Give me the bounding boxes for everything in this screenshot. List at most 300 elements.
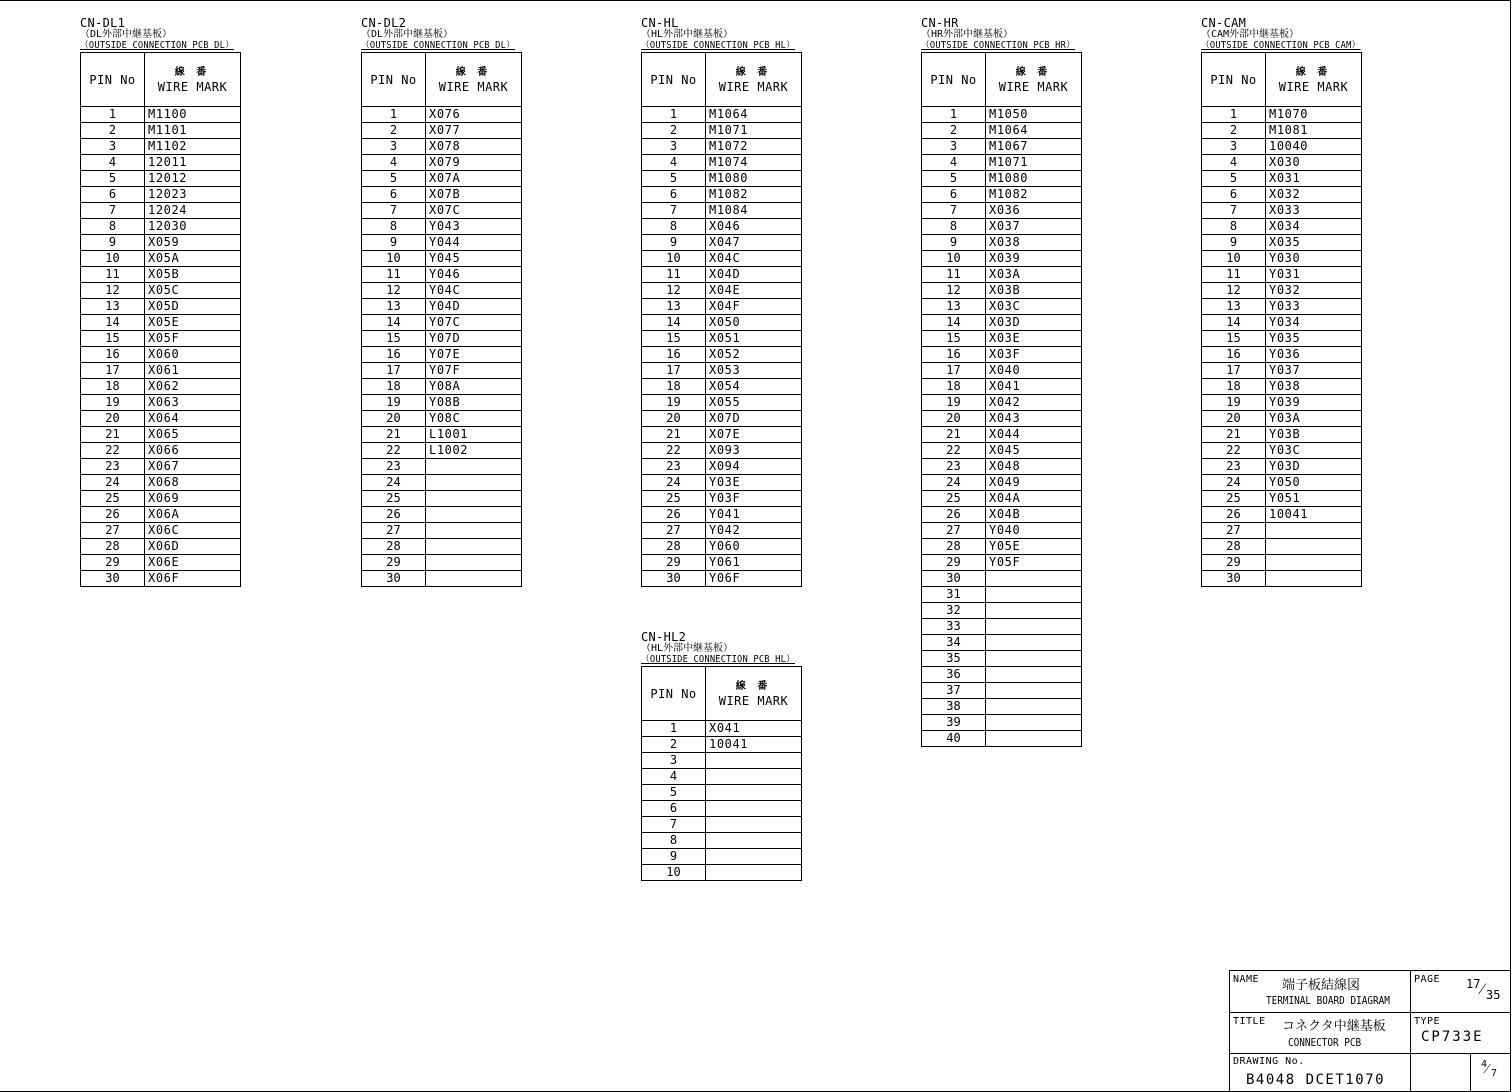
connector-id: CN-DL1 — [80, 16, 126, 30]
wire-mark: Y04D — [426, 299, 522, 315]
wire-mark: X03E — [986, 331, 1082, 347]
table-row — [1202, 491, 1362, 507]
wire-mark — [986, 715, 1082, 731]
table-row — [1202, 475, 1362, 491]
wire-mark-header — [706, 53, 802, 107]
blank-cell — [1411, 1054, 1471, 1092]
wire-mark: Y08C — [426, 411, 522, 427]
table-row — [642, 539, 802, 555]
wire-mark: X033 — [1266, 203, 1362, 219]
table-row — [1202, 139, 1362, 155]
pin-number: 15 — [922, 331, 986, 347]
table-row — [642, 187, 802, 203]
table-row — [922, 427, 1082, 443]
wire-mark: X053 — [706, 363, 802, 379]
pin-number: 5 — [922, 171, 986, 187]
wire-mark: 12023 — [145, 187, 241, 203]
wire-mark-en: WIRE MARK — [1278, 79, 1349, 94]
table-row — [642, 475, 802, 491]
table-row — [81, 523, 241, 539]
wire-mark-en: WIRE MARK — [438, 79, 509, 94]
page-total: 35 — [1486, 988, 1501, 1002]
table-row — [1202, 539, 1362, 555]
wire-mark: X051 — [706, 331, 802, 347]
wire-mark: Y03E — [706, 475, 802, 491]
pin-number: 19 — [1202, 395, 1266, 411]
wire-mark: X042 — [986, 395, 1082, 411]
table-row — [81, 123, 241, 139]
wire-mark: Y040 — [986, 523, 1082, 539]
pin-number: 5 — [1202, 171, 1266, 187]
page-number: 17 — [1466, 977, 1481, 991]
wire-mark: M1101 — [145, 123, 241, 139]
wire-mark — [426, 555, 522, 571]
wire-mark: X036 — [986, 203, 1082, 219]
pin-number: 4 — [81, 155, 145, 171]
pin-number: 11 — [362, 267, 426, 283]
pin-number: 13 — [642, 299, 706, 315]
table-row — [362, 331, 522, 347]
pin-number: 29 — [81, 555, 145, 571]
pin-number: 16 — [922, 347, 986, 363]
pin-number: 3 — [642, 753, 706, 769]
pin-number: 18 — [642, 379, 706, 395]
table-row — [1202, 267, 1362, 283]
wire-mark: Y08B — [426, 395, 522, 411]
wire-mark — [706, 753, 802, 769]
pin-number: 2 — [642, 737, 706, 753]
pin-number: 23 — [642, 459, 706, 475]
table-row — [362, 539, 522, 555]
table-row — [922, 699, 1082, 715]
wire-mark: M1081 — [1266, 123, 1362, 139]
pin-number: 5 — [642, 785, 706, 801]
wire-mark: Y038 — [1266, 379, 1362, 395]
pin-table-header — [642, 53, 802, 107]
table-row — [922, 475, 1082, 491]
pin-number: 24 — [1202, 475, 1266, 491]
table-row — [922, 267, 1082, 283]
table-row — [642, 251, 802, 267]
pin-number: 7 — [922, 203, 986, 219]
wire-mark: X03A — [986, 267, 1082, 283]
table-row — [922, 411, 1082, 427]
table-row — [642, 235, 802, 251]
connector-id: CN-DL2 — [361, 16, 407, 30]
pin-table-header — [642, 667, 802, 721]
table-row — [81, 251, 241, 267]
wire-mark — [706, 817, 802, 833]
pin-number: 17 — [1202, 363, 1266, 379]
wire-mark: M1080 — [706, 171, 802, 187]
pin-number: 22 — [1202, 443, 1266, 459]
pin-number: 16 — [642, 347, 706, 363]
pin-number: 16 — [81, 347, 145, 363]
wire-mark: Y051 — [1266, 491, 1362, 507]
pin-no-header: PIN No — [1202, 53, 1266, 107]
pin-number: 13 — [362, 299, 426, 315]
pin-number: 10 — [922, 251, 986, 267]
pin-number: 9 — [642, 849, 706, 865]
connector-jp-name: （HR外部中継基板） — [921, 29, 1014, 40]
pin-number: 1 — [922, 107, 986, 123]
wire-mark: Y050 — [1266, 475, 1362, 491]
pin-number: 32 — [922, 603, 986, 619]
pin-number: 22 — [81, 443, 145, 459]
wire-mark: X061 — [145, 363, 241, 379]
table-row — [922, 523, 1082, 539]
wire-mark-jp: 線 番 — [735, 66, 772, 78]
table-row — [642, 571, 802, 587]
sheet-slash: ⁄ — [1486, 1061, 1489, 1077]
pin-number: 24 — [642, 475, 706, 491]
table-row — [642, 443, 802, 459]
wire-mark: M1102 — [145, 139, 241, 155]
wire-mark-jp: 線 番 — [1295, 66, 1332, 78]
wire-mark: X07C — [426, 203, 522, 219]
wire-mark: X079 — [426, 155, 522, 171]
pin-number: 11 — [1202, 267, 1266, 283]
pin-number: 21 — [81, 427, 145, 443]
table-row — [1202, 443, 1362, 459]
pin-number: 24 — [362, 475, 426, 491]
pin-number: 28 — [1202, 539, 1266, 555]
table-row — [922, 651, 1082, 667]
table-row — [1202, 203, 1362, 219]
table-row — [642, 107, 802, 123]
table-row — [922, 715, 1082, 731]
wire-mark: X032 — [1266, 187, 1362, 203]
wire-mark — [426, 491, 522, 507]
table-row — [362, 315, 522, 331]
connector-jp-name: （DL外部中継基板） — [361, 29, 454, 40]
connector-jp-name: （HL外部中継基板） — [641, 643, 734, 654]
wire-mark: X05F — [145, 331, 241, 347]
table-row — [1202, 187, 1362, 203]
pin-number: 21 — [362, 427, 426, 443]
table-row — [922, 587, 1082, 603]
table-row — [642, 427, 802, 443]
pin-number: 9 — [922, 235, 986, 251]
table-row — [642, 865, 802, 881]
wire-mark: X030 — [1266, 155, 1362, 171]
table-row — [81, 139, 241, 155]
wire-mark: M1082 — [706, 187, 802, 203]
table-row — [922, 155, 1082, 171]
name-jp: 端子板結線図 — [1282, 978, 1361, 993]
drawing-number: B4048 DCET1070 — [1246, 1072, 1386, 1088]
connector-en-name: （OUTSIDE CONNECTION PCB HL） — [641, 654, 795, 665]
page-slash: ⁄ — [1481, 979, 1484, 998]
pin-number: 21 — [922, 427, 986, 443]
sheet-number: 4 — [1481, 1059, 1488, 1070]
table-row — [1202, 571, 1362, 587]
pin-number: 14 — [81, 315, 145, 331]
wire-mark — [986, 731, 1082, 747]
table-row — [922, 315, 1082, 331]
table-row — [362, 443, 522, 459]
table-row — [922, 123, 1082, 139]
connector-jp-name: （CAM外部中継基板） — [1201, 29, 1300, 40]
table-row — [362, 427, 522, 443]
table-row — [362, 187, 522, 203]
table-row — [1202, 459, 1362, 475]
pin-number: 24 — [922, 475, 986, 491]
pin-number: 1 — [642, 721, 706, 737]
connector-block-cn-hl2 — [641, 631, 808, 881]
wire-mark-jp: 線 番 — [735, 680, 772, 692]
pin-table — [641, 52, 802, 587]
pin-number: 23 — [1202, 459, 1266, 475]
wire-mark-en: WIRE MARK — [157, 79, 228, 94]
drawing-label: DRAWING No. — [1233, 1056, 1305, 1067]
pin-number: 14 — [922, 315, 986, 331]
pin-number: 15 — [1202, 331, 1266, 347]
type-value: CP733E — [1421, 1029, 1484, 1045]
wire-mark: Y07C — [426, 315, 522, 331]
pin-number: 5 — [362, 171, 426, 187]
table-row — [922, 363, 1082, 379]
wire-mark: X076 — [426, 107, 522, 123]
pin-number: 5 — [642, 171, 706, 187]
table-row — [362, 219, 522, 235]
table-row — [922, 139, 1082, 155]
pin-table — [641, 666, 802, 881]
wire-mark — [426, 459, 522, 475]
wire-mark — [426, 571, 522, 587]
pin-number: 25 — [642, 491, 706, 507]
wire-mark: Y060 — [706, 539, 802, 555]
table-row — [642, 347, 802, 363]
wire-mark: X04B — [986, 507, 1082, 523]
pin-number: 1 — [1202, 107, 1266, 123]
table-row — [642, 769, 802, 785]
wire-mark: X06F — [145, 571, 241, 587]
title-cell — [1230, 1013, 1411, 1054]
pin-number: 16 — [362, 347, 426, 363]
pin-number: 29 — [922, 555, 986, 571]
pin-number: 39 — [922, 715, 986, 731]
wire-mark: Y030 — [1266, 251, 1362, 267]
wire-mark: X064 — [145, 411, 241, 427]
wire-mark: X044 — [986, 427, 1082, 443]
table-row — [81, 219, 241, 235]
table-row — [642, 123, 802, 139]
pin-number: 9 — [362, 235, 426, 251]
pin-number: 20 — [922, 411, 986, 427]
table-row — [922, 667, 1082, 683]
connector-block-cn-dl1 — [80, 17, 247, 587]
table-row — [1202, 363, 1362, 379]
pin-number: 25 — [81, 491, 145, 507]
pin-number: 2 — [362, 123, 426, 139]
wire-mark-header — [986, 53, 1082, 107]
table-row — [362, 283, 522, 299]
wire-mark: M1071 — [986, 155, 1082, 171]
pin-number: 10 — [642, 865, 706, 881]
wire-mark: X040 — [986, 363, 1082, 379]
wire-mark: X04C — [706, 251, 802, 267]
pin-number: 27 — [642, 523, 706, 539]
wire-mark: X034 — [1266, 219, 1362, 235]
pin-number: 6 — [922, 187, 986, 203]
table-row — [642, 785, 802, 801]
pin-number: 15 — [81, 331, 145, 347]
table-row — [922, 219, 1082, 235]
table-row — [81, 203, 241, 219]
wire-mark: 12012 — [145, 171, 241, 187]
pin-number: 38 — [922, 699, 986, 715]
wire-mark: X054 — [706, 379, 802, 395]
wire-mark: Y05E — [986, 539, 1082, 555]
table-row — [1202, 155, 1362, 171]
wire-mark-en: WIRE MARK — [718, 693, 789, 708]
pin-number: 27 — [362, 523, 426, 539]
table-row — [1202, 395, 1362, 411]
table-row — [642, 753, 802, 769]
wire-mark: X06A — [145, 507, 241, 523]
wire-mark: Y043 — [426, 219, 522, 235]
table-row — [642, 315, 802, 331]
wire-mark: Y045 — [426, 251, 522, 267]
table-row — [642, 331, 802, 347]
connector-en-name: （OUTSIDE CONNECTION PCB HL） — [641, 40, 795, 51]
pin-number: 8 — [81, 219, 145, 235]
table-row — [1202, 331, 1362, 347]
wire-mark: 12030 — [145, 219, 241, 235]
wire-mark: 12024 — [145, 203, 241, 219]
pin-number: 3 — [1202, 139, 1266, 155]
table-row — [922, 635, 1082, 651]
wire-mark: X078 — [426, 139, 522, 155]
wire-mark: Y07E — [426, 347, 522, 363]
wire-mark: X04D — [706, 267, 802, 283]
wire-mark: Y033 — [1266, 299, 1362, 315]
pin-number: 17 — [362, 363, 426, 379]
wire-mark: X07E — [706, 427, 802, 443]
pin-number: 26 — [81, 507, 145, 523]
pin-number: 11 — [922, 267, 986, 283]
pin-number: 4 — [1202, 155, 1266, 171]
pin-number: 4 — [642, 769, 706, 785]
wire-mark — [1266, 539, 1362, 555]
table-row — [81, 347, 241, 363]
pin-number: 10 — [1202, 251, 1266, 267]
wire-mark: Y035 — [1266, 331, 1362, 347]
pin-no-header: PIN No — [362, 53, 426, 107]
pin-number: 1 — [81, 107, 145, 123]
table-row — [81, 475, 241, 491]
pin-number: 30 — [362, 571, 426, 587]
wire-mark — [706, 785, 802, 801]
pin-number: 40 — [922, 731, 986, 747]
table-row — [1202, 427, 1362, 443]
wire-mark: X077 — [426, 123, 522, 139]
table-row — [362, 411, 522, 427]
pin-number: 8 — [362, 219, 426, 235]
wire-mark: X04E — [706, 283, 802, 299]
wire-mark-header — [145, 53, 241, 107]
table-row — [362, 235, 522, 251]
pin-number: 30 — [1202, 571, 1266, 587]
pin-number: 20 — [1202, 411, 1266, 427]
table-row — [362, 523, 522, 539]
wire-mark: Y042 — [706, 523, 802, 539]
table-row — [642, 459, 802, 475]
title-jp: コネクタ中継基板 — [1282, 1019, 1386, 1034]
wire-mark: X035 — [1266, 235, 1362, 251]
table-row — [642, 363, 802, 379]
table-row — [642, 203, 802, 219]
table-row — [81, 539, 241, 555]
pin-number: 10 — [642, 251, 706, 267]
pin-number: 25 — [1202, 491, 1266, 507]
pin-number: 14 — [642, 315, 706, 331]
wire-mark: X041 — [986, 379, 1082, 395]
wire-mark-jp: 線 番 — [455, 66, 492, 78]
wire-mark — [426, 475, 522, 491]
wire-mark: Y039 — [1266, 395, 1362, 411]
table-row — [922, 107, 1082, 123]
pin-number: 28 — [642, 539, 706, 555]
table-row — [81, 315, 241, 331]
table-row — [642, 507, 802, 523]
table-row — [81, 395, 241, 411]
wire-mark: M1064 — [706, 107, 802, 123]
wire-mark: X05C — [145, 283, 241, 299]
wire-mark: M1084 — [706, 203, 802, 219]
wire-mark: X060 — [145, 347, 241, 363]
pin-number: 9 — [1202, 235, 1266, 251]
wire-mark: 10040 — [1266, 139, 1362, 155]
wire-mark: Y032 — [1266, 283, 1362, 299]
pin-number: 6 — [81, 187, 145, 203]
table-row — [642, 219, 802, 235]
pin-number: 34 — [922, 635, 986, 651]
table-row — [81, 555, 241, 571]
wire-mark: M1072 — [706, 139, 802, 155]
pin-number: 8 — [922, 219, 986, 235]
table-row — [362, 555, 522, 571]
table-row — [362, 475, 522, 491]
pin-table-header — [362, 53, 522, 107]
wire-mark — [706, 801, 802, 817]
wire-mark — [1266, 523, 1362, 539]
wire-mark: Y03B — [1266, 427, 1362, 443]
wire-mark: Y07F — [426, 363, 522, 379]
pin-number: 28 — [81, 539, 145, 555]
wire-mark: X055 — [706, 395, 802, 411]
pin-number: 12 — [922, 283, 986, 299]
wire-mark — [986, 619, 1082, 635]
title-en: CONNECTOR PCB — [1288, 1036, 1362, 1049]
connector-block-cn-cam — [1201, 17, 1374, 587]
table-row — [922, 299, 1082, 315]
wire-mark — [986, 587, 1082, 603]
wire-mark: Y037 — [1266, 363, 1362, 379]
wire-mark: X063 — [145, 395, 241, 411]
wire-mark: Y036 — [1266, 347, 1362, 363]
wire-mark: X06C — [145, 523, 241, 539]
wire-mark: Y031 — [1266, 267, 1362, 283]
table-row — [81, 379, 241, 395]
pin-no-header: PIN No — [642, 53, 706, 107]
pin-number: 7 — [362, 203, 426, 219]
table-row — [81, 427, 241, 443]
pin-number: 17 — [642, 363, 706, 379]
table-row — [81, 155, 241, 171]
wire-mark: 10041 — [706, 737, 802, 753]
